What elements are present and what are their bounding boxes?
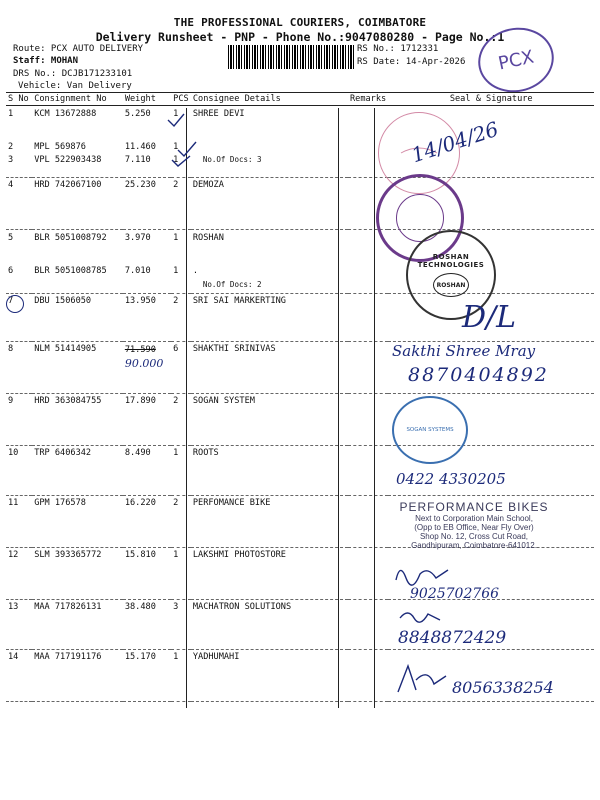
- drs-label: DRS No.: DCJB171233101: [13, 69, 133, 79]
- row-consignee: SHREE DEVI: [192, 109, 245, 119]
- row-sno: 12: [6, 548, 32, 600]
- row-consignment: MPL 569876: [34, 142, 86, 152]
- handwritten-weight: 90.000: [124, 357, 164, 370]
- row-weight: 11.460: [124, 142, 156, 152]
- row-weight: 16.220: [123, 496, 171, 548]
- company-title: THE PROFESSIONAL COURIERS, COIMBATORE: [173, 16, 427, 29]
- row-weight: 15.170: [123, 650, 171, 702]
- row-pcs: 1: [173, 109, 179, 119]
- row-consignment: MAA 717191176: [32, 650, 123, 702]
- handwritten-name: Sakthi Shree Mray: [392, 342, 536, 360]
- sogan-stamp: [392, 396, 468, 464]
- row-pcs: 2: [171, 496, 191, 548]
- stamp-address-line: Gandhipuram, Coimbatore-641012.: [411, 541, 537, 550]
- row-consignment: MAA 717826131: [32, 600, 123, 650]
- dl-mark: D/L: [462, 300, 517, 335]
- row-weight: 7.110: [124, 155, 151, 165]
- row-consignee: ROOTS: [191, 446, 348, 496]
- row-consignment: HRD 742067100: [32, 178, 123, 230]
- row-consignment: GPM 176578: [32, 496, 123, 548]
- stamp-address-line: Shop No. 12, Cross Cut Road,: [419, 532, 529, 541]
- row-consignment: VPL 522903438: [34, 155, 102, 165]
- row-sno: 1: [8, 109, 14, 119]
- stamp-title: PERFORMANCE BIKES: [399, 500, 549, 514]
- column-divider: [338, 108, 339, 708]
- barcode: [228, 45, 354, 69]
- row-sno: 9: [6, 394, 32, 446]
- row-pcs: 1: [173, 142, 179, 152]
- col-weight: Weight: [123, 93, 171, 106]
- col-signature: Seal & Signature: [388, 93, 594, 106]
- row-sno: 10: [6, 446, 32, 496]
- handwritten-date: 14/04/26: [408, 116, 502, 168]
- row-consignee: SHAKTHI SRINIVAS: [191, 342, 348, 394]
- vehicle-label: Vehicle: Van Delivery: [18, 81, 132, 91]
- table-row: [6, 548, 594, 600]
- col-consignment: Consignment No: [32, 93, 123, 106]
- row-consignee: ROSHAN: [192, 233, 224, 243]
- row-weight: 71.590: [124, 345, 156, 355]
- row-weight: 25.230: [123, 178, 171, 230]
- row-pcs: 3: [171, 600, 191, 650]
- table-row: [6, 230, 594, 294]
- row-consignment: TRP 6406342: [32, 446, 123, 496]
- row-sno: 6: [8, 266, 14, 276]
- signature-scribble-icon: [392, 560, 452, 586]
- row-weight: 5.250: [124, 109, 151, 119]
- row-sno: 5: [8, 233, 14, 243]
- row-consignee: SRI SAI MARKERTING: [191, 294, 348, 342]
- row-weight: 15.810: [123, 548, 171, 600]
- handwritten-phone: 8870404892: [408, 364, 549, 386]
- column-divider: [186, 108, 187, 708]
- row-consignee: YADHUMAHI: [191, 650, 348, 702]
- col-consignee: Consignee Details: [191, 93, 348, 106]
- row-sno: 13: [6, 600, 32, 650]
- row-consignee: LAKSHMI PHOTOSTORE: [191, 548, 348, 600]
- row-sno: 4: [6, 178, 32, 230]
- check-marks-icon: [166, 112, 216, 172]
- col-sno: S No: [6, 93, 32, 106]
- table-row: [6, 106, 594, 178]
- row-pcs: 6: [171, 342, 191, 394]
- row-pcs: 2: [171, 394, 191, 446]
- row-weight: 13.950: [123, 294, 171, 342]
- handwritten-phone: 0422 4330205: [396, 470, 506, 488]
- table-header-row: [6, 93, 594, 106]
- row-consignee: SOGAN SYSTEM: [191, 394, 348, 446]
- stamp-inner-text: ROSHAN: [433, 273, 469, 297]
- row-consignment: BLR 5051008792: [34, 233, 107, 243]
- row-pcs: 1: [171, 446, 191, 496]
- stamp-address-line: Next to Corporation Main School,: [415, 514, 533, 523]
- row-sno: 11: [6, 496, 32, 548]
- runsheet-table: [6, 92, 594, 702]
- row-pcs: 2: [171, 294, 191, 342]
- row-sno: 2: [8, 142, 14, 152]
- stamp-address-line: (Opp to EB Office, Near Fly Over): [414, 523, 534, 532]
- rs-date: RS Date: 14-Apr-2026: [357, 57, 466, 67]
- rs-number: RS No.: 1712331: [357, 44, 439, 54]
- row-sno: 3: [8, 155, 14, 165]
- handwritten-phone: 8848872429: [398, 628, 507, 648]
- row-sno: 14: [6, 650, 32, 702]
- performance-bikes-stamp: [384, 500, 564, 550]
- signature-scribble-icon: [394, 662, 450, 696]
- row-pcs: 1: [173, 155, 179, 165]
- row-weight: 3.970: [124, 233, 151, 243]
- row-weight: 7.010: [124, 266, 151, 276]
- stamp-ring-text: ROSHAN TECHNOLOGIES: [417, 253, 485, 269]
- row-consignee: .: [192, 266, 199, 276]
- signature-scribble-icon: [396, 604, 446, 626]
- row-pcs: 1: [171, 548, 191, 600]
- runsheet-subtitle: Delivery Runsheet - PNP - Phone No.:9047080280 - Page No.:1: [95, 30, 505, 44]
- row-weight: 38.480: [123, 600, 171, 650]
- row-consignment: BLR 5051008785: [34, 266, 107, 276]
- row-consignment: KCM 13672888: [34, 109, 97, 119]
- row-consignee: DEMOZA: [191, 178, 348, 230]
- table-row: [6, 446, 594, 496]
- stamp-text: SOGAN SYSTEMS: [406, 427, 454, 433]
- row-pcs: 1: [173, 233, 179, 243]
- route-label: Route: PCX AUTO DELIVERY: [13, 44, 144, 54]
- row-consignee: MACHATRON SOLUTIONS: [191, 600, 348, 650]
- row-weight: 17.890: [123, 394, 171, 446]
- row-sno: 8: [6, 342, 32, 394]
- row-pcs: 1: [171, 650, 191, 702]
- row-weight: 8.490: [123, 446, 171, 496]
- table-row: [6, 394, 594, 446]
- handwritten-phone: 9025702766: [410, 586, 500, 602]
- row-consignment: HRD 363084755: [32, 394, 123, 446]
- row-pcs: 1: [173, 266, 179, 276]
- handwritten-phone: 8056338254: [452, 678, 554, 697]
- docs-note: No.Of Docs: 2: [202, 280, 262, 289]
- pcx-stamp: PCX: [472, 21, 560, 99]
- column-divider: [374, 108, 375, 708]
- row-sno: 7: [6, 294, 32, 342]
- staff-label: Staff: MOHAN: [13, 56, 79, 66]
- row-pcs: 2: [171, 178, 191, 230]
- table-row: [6, 178, 594, 230]
- col-remarks: Remarks: [348, 93, 389, 106]
- row-consignment: DBU 1506050: [32, 294, 123, 342]
- row-consignment: NLM 51414905: [32, 342, 123, 394]
- docs-note: No.Of Docs: 3: [202, 155, 262, 164]
- row-consignee: PERFOMANCE BIKE: [191, 496, 348, 548]
- row-consignment: SLM 393365772: [32, 548, 123, 600]
- circled-row-marker: [6, 295, 24, 313]
- col-pcs: PCS: [171, 93, 191, 106]
